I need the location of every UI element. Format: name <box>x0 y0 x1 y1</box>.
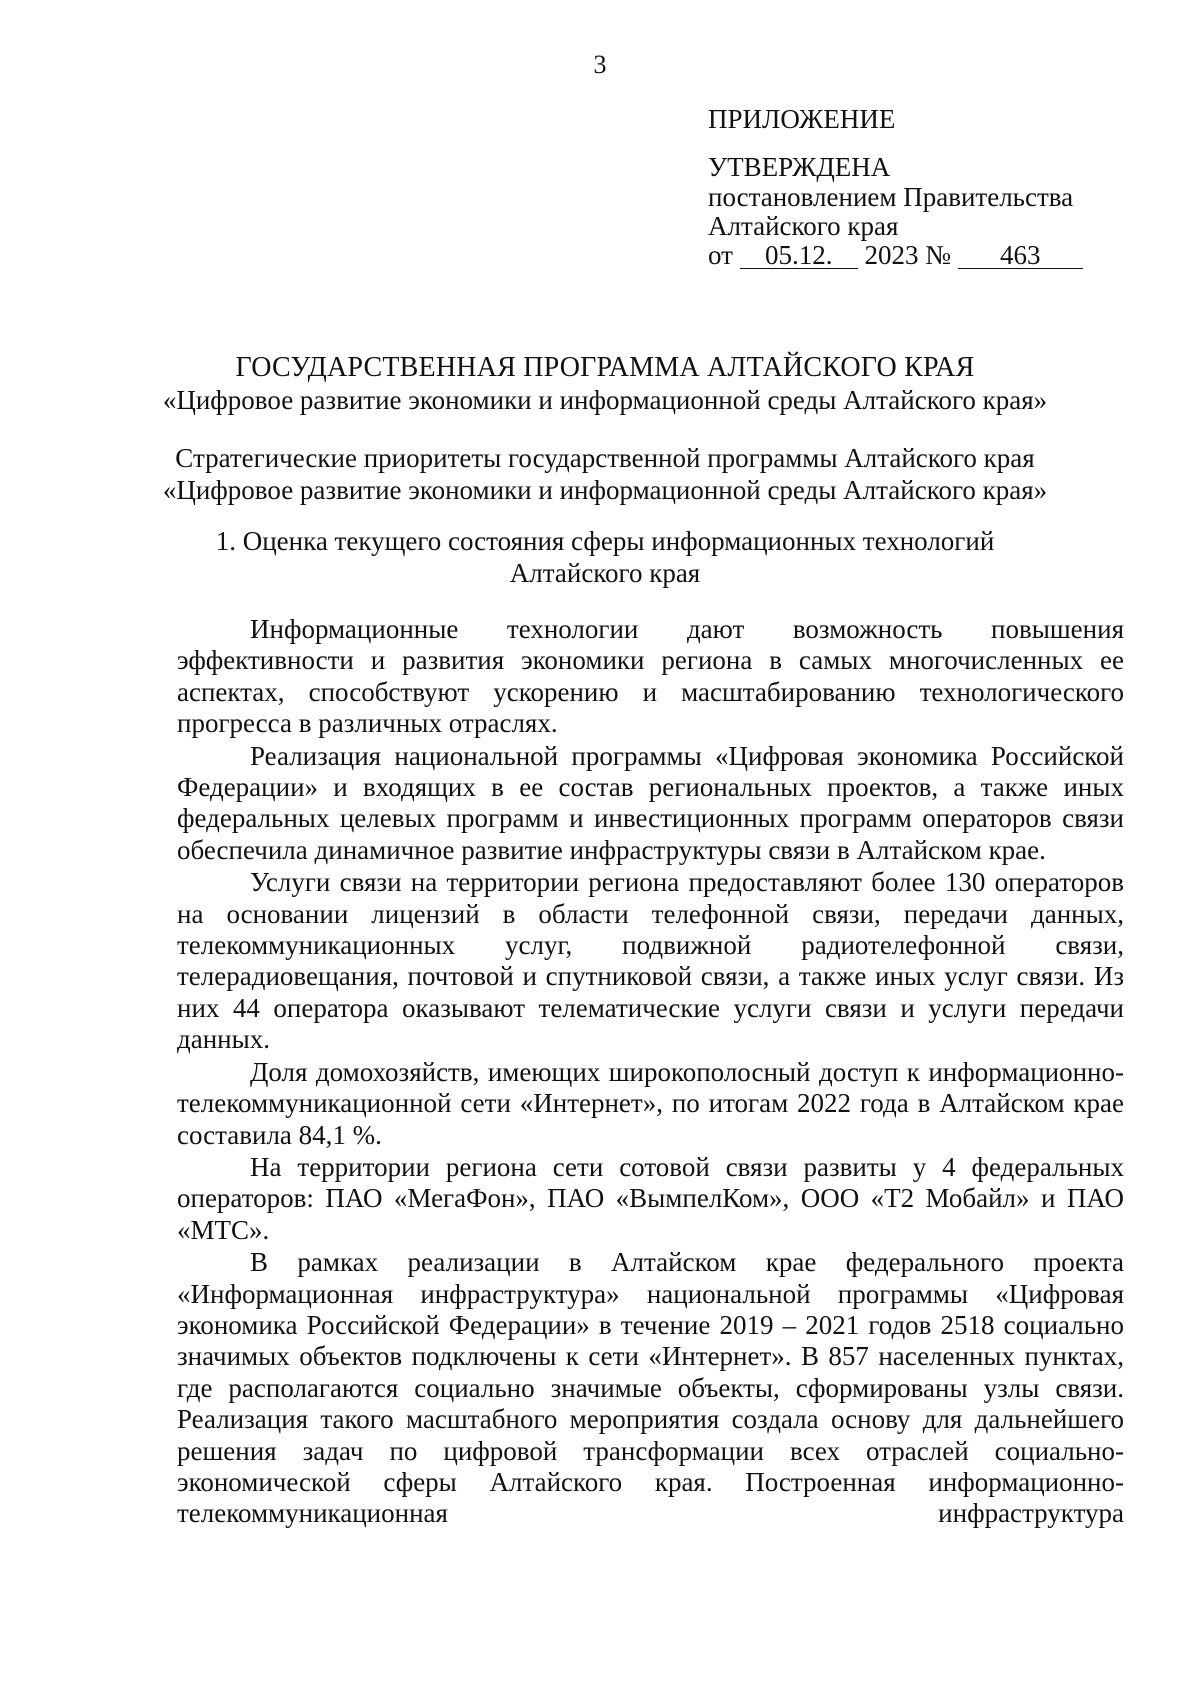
approval-authority-line: постановлением Правительства <box>708 182 1074 212</box>
paragraph: Услуги связи на территории региона предоставляют более 130 операторов на основании лицензий в области телефонной связи, передачи данных, телекоммуникационных услуг, подвижной радиотелефонной связи, телерадиовещания, почтовой и спутниковой связи, а также иных услуг связи. Из них 44 оператора оказывают телематические услуги связи и услуги передачи данных. <box>177 867 1124 1055</box>
paragraph: На территории региона сети сотовой связи развиты у 4 федеральных операторов: ПАО «МегаФон», ПАО «ВымпелКом», ООО «Т2 Мобайл» и ПАО «МТС». <box>177 1151 1124 1245</box>
section-title-line-2: Алтайского края <box>509 558 701 588</box>
program-subtitle: «Цифровое развитие экономики и информационной среды Алтайского края» <box>162 385 1048 415</box>
approval-region-line: Алтайского края <box>708 211 899 241</box>
program-heading <box>150 352 1060 416</box>
approval-year: 2023 № <box>864 240 951 270</box>
section-heading <box>150 525 1060 589</box>
approved-label: УТВЕРЖДЕНА <box>708 152 891 182</box>
approval-date-line <box>708 241 1128 270</box>
paragraph: Доля домохозяйств, имеющих широкополосный доступ к информационно-телекоммуникационной сети «Интернет», по итогам 2022 года в Алтайском крае составила 84,1 %. <box>177 1056 1124 1150</box>
approval-date: 05.12. <box>740 242 858 269</box>
section-title-line-1: 1. Оценка текущего состояния сферы информационных технологий <box>215 526 995 556</box>
appendix-label: ПРИЛОЖЕНИЕ <box>708 104 896 134</box>
approval-stamp <box>708 101 1128 270</box>
priorities-heading <box>150 442 1060 506</box>
approval-number: 463 <box>958 242 1083 269</box>
priorities-line-1: Стратегические приоритеты государственной программы Алтайского края <box>175 443 1035 473</box>
program-title: ГОСУДАРСТВЕННАЯ ПРОГРАММА АЛТАЙСКОГО КРАЯ <box>235 352 975 383</box>
paragraph: Информационные технологии дают возможность повышения эффективности и развития экономики региона в самых многочисленных ее аспектах, способствуют ускорению и масштабированию технологического прогресса в различных отраслях. <box>177 614 1124 739</box>
from-prefix: от <box>708 240 733 270</box>
paragraph: В рамках реализации в Алтайском крае федерального проекта «Информационная инфраструктура» национальной программы «Цифровая экономика Российской Федерации» в течение 2019 – 2021 годов 2518 социально значимых объектов подключены к сети «Интернет». В 857 населенных пунктах, где располагаются социально значимые объекты, сформированы узлы связи. Реализация такого масштабного мероприятия создала основу для дальнейшего решения задач по цифровой трансформации всех отраслей социально-экономической сферы Алтайского края. Построенная информационно-телекоммуникационная инфраструктура <box>177 1247 1124 1529</box>
page-number: 3 <box>593 50 607 79</box>
priorities-line-2: «Цифровое развитие экономики и информационной среды Алтайского края» <box>162 475 1048 505</box>
body-text <box>177 614 1124 1531</box>
paragraph: Реализация национальной программы «Цифровая экономика Российской Федерации» и входящих в ее состав региональных проектов, а также иных федеральных целевых программ и инвестиционных программ операторов связи обеспечила динамичное развитие инфраструктуры связи в Алтайском крае. <box>177 740 1124 865</box>
